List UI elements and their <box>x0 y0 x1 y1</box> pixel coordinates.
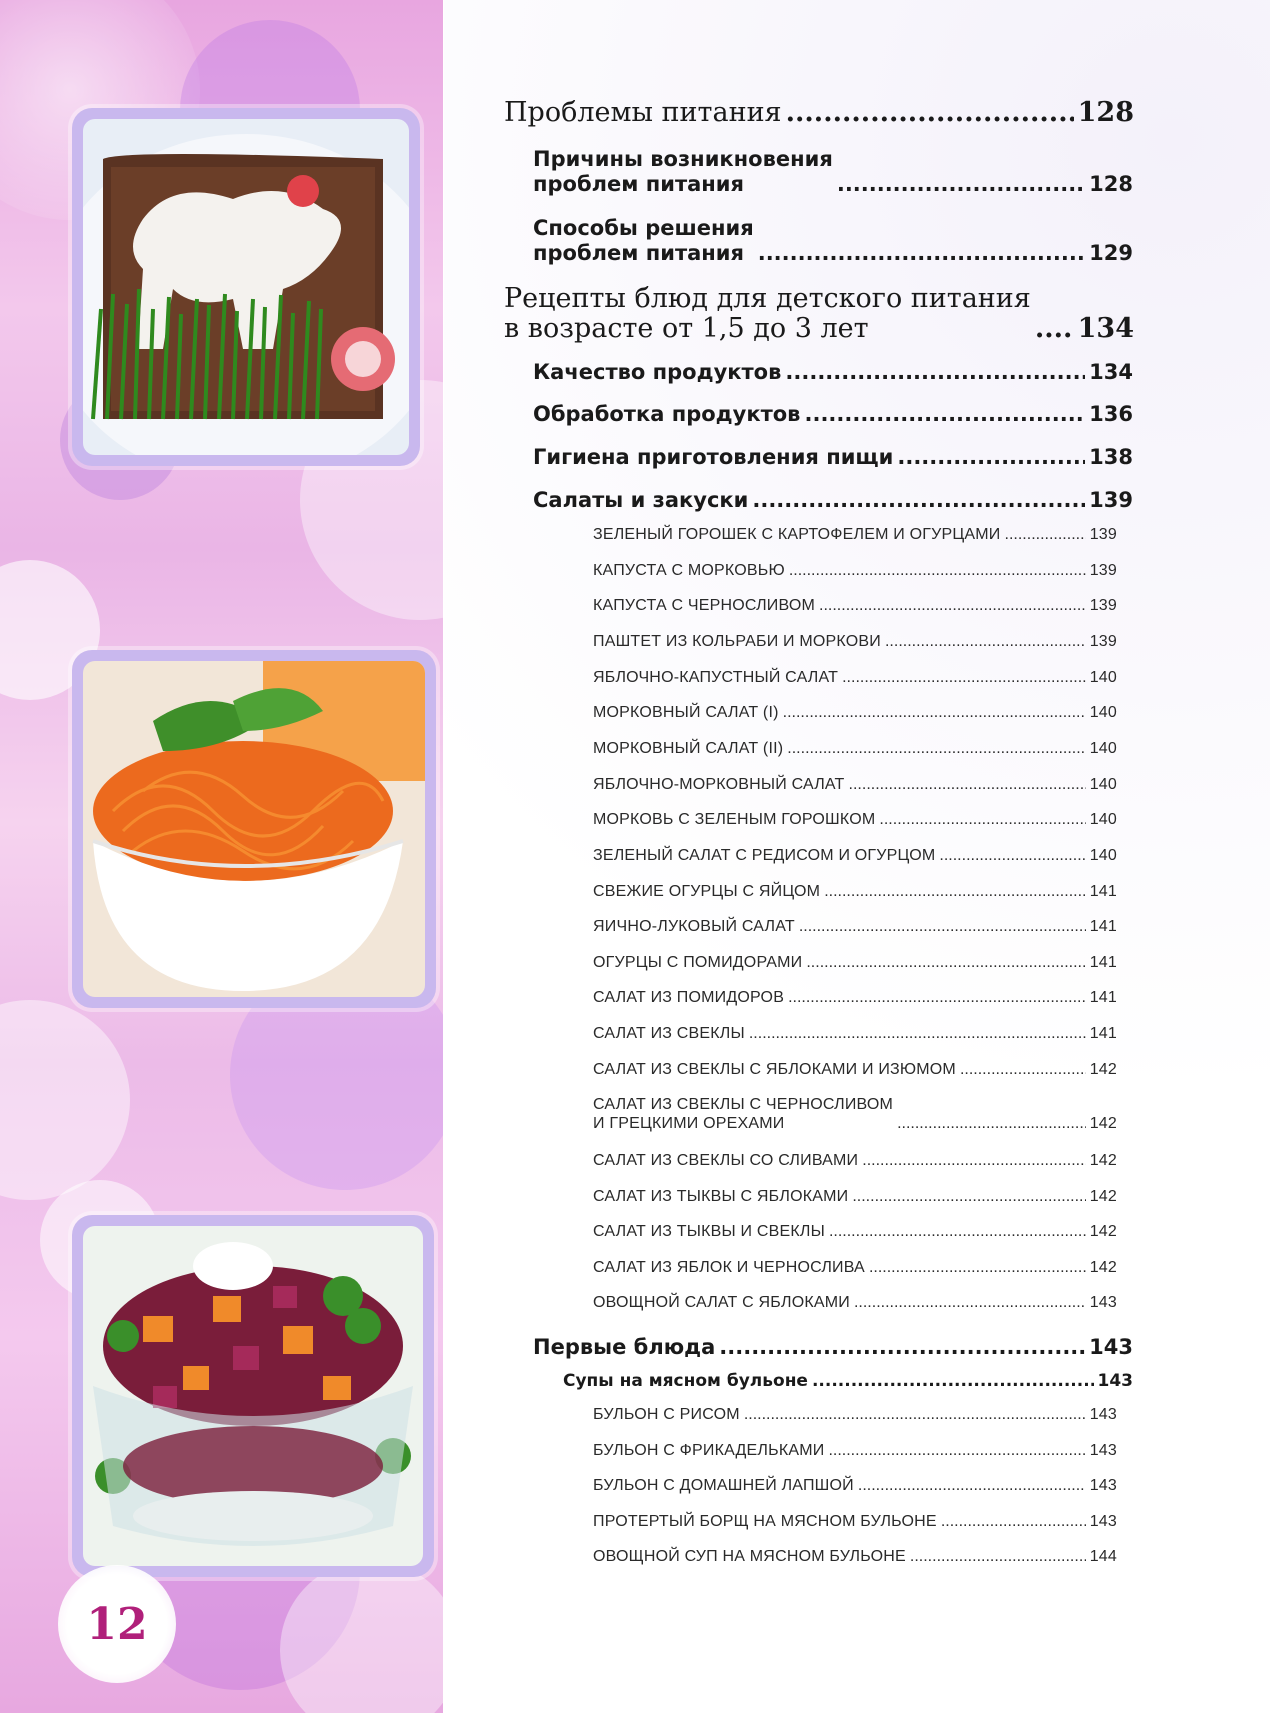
toc-entry-title <box>504 98 782 128</box>
toc-entry-title <box>593 1187 848 1206</box>
toc-entry-title-line: Первые блюда <box>533 1335 716 1359</box>
toc-entry-title <box>593 775 845 794</box>
toc-entry-recipe[interactable] <box>593 1547 1117 1566</box>
toc-entry-recipe[interactable] <box>593 596 1117 615</box>
toc-dot-leader <box>869 1258 1086 1277</box>
toc-entry-page-number: 143 <box>1089 1294 1117 1311</box>
toc-entry-page-number: 141 <box>1089 989 1117 1006</box>
table-of-contents <box>444 0 1270 1713</box>
toc-entry-recipe[interactable] <box>593 632 1117 651</box>
toc-entry-title <box>593 953 802 972</box>
toc-entry-title <box>593 561 785 580</box>
toc-entry-title-line: Проблемы питания <box>504 97 782 128</box>
photo-bread-sandwich-image <box>83 119 409 455</box>
toc-entry-title-line: САЛАТ ИЗ ЯБЛОК И ЧЕРНОСЛИВА <box>593 1259 865 1276</box>
toc-dot-leader <box>862 1151 1085 1170</box>
toc-entry-title-line: САЛАТ ИЗ СВЕКЛЫ <box>593 1025 745 1042</box>
toc-dot-leader <box>879 810 1085 829</box>
toc-entry-page-number: 140 <box>1089 669 1117 686</box>
toc-entry-title-line: МОРКОВЬ С ЗЕЛЕНЫМ ГОРОШКОМ <box>593 811 876 828</box>
toc-dot-leader <box>837 172 1085 197</box>
toc-dot-leader <box>812 1370 1094 1392</box>
toc-entry-title-line: в возрасте от 1,5 до 3 лет <box>504 313 869 344</box>
toc-dot-leader <box>897 445 1085 470</box>
toc-entry-title-line: Причины возникновения <box>533 147 833 171</box>
toc-dot-leader <box>885 632 1086 651</box>
decor-bubble <box>0 1000 130 1200</box>
toc-entry-sub[interactable] <box>563 1370 1133 1392</box>
toc-entry-title <box>593 1095 893 1133</box>
toc-entry-page-number: 140 <box>1089 776 1117 793</box>
toc-entry-page-number: 141 <box>1089 1025 1117 1042</box>
toc-entry-title-line: САЛАТ ИЗ СВЕКЛЫ СО СЛИВАМИ <box>593 1152 859 1169</box>
toc-entry-chapter[interactable] <box>504 284 1134 344</box>
toc-entry-page-number: 143 <box>1089 1406 1117 1423</box>
toc-entry-page-number: 140 <box>1089 704 1117 721</box>
toc-entry-title-line: САЛАТ ИЗ ПОМИДОРОВ <box>593 989 785 1006</box>
toc-entry-recipe[interactable] <box>593 668 1117 687</box>
toc-entry-title-line: Гигиена приготовления пищи <box>533 445 894 469</box>
toc-entry-recipe[interactable] <box>593 846 1117 865</box>
toc-entry-page-number: 139 <box>1089 562 1117 579</box>
toc-dot-leader <box>785 360 1085 385</box>
toc-entry-title <box>533 402 800 427</box>
toc-dot-leader <box>854 1293 1086 1312</box>
toc-entry-title <box>504 284 1031 344</box>
toc-entry-title-line: ЗЕЛЕНЫЙ САЛАТ С РЕДИСОМ И ОГУРЦОМ <box>593 847 936 864</box>
toc-entry-title <box>593 1512 937 1531</box>
toc-entry-recipe[interactable] <box>593 882 1117 901</box>
toc-dot-leader <box>849 775 1086 794</box>
toc-entry-title <box>593 1258 865 1277</box>
toc-entry-title <box>593 1293 850 1312</box>
toc-entry-title-line: Супы на мясном бульоне <box>563 1371 808 1391</box>
toc-entry-page-number: 134 <box>1089 360 1133 384</box>
toc-entry-page-number: 140 <box>1089 740 1117 757</box>
toc-dot-leader <box>758 241 1085 266</box>
toc-entry-title-line: ОГУРЦЫ С ПОМИДОРАМИ <box>593 954 803 971</box>
toc-entry-title-line: КАПУСТА С ЧЕРНОСЛИВОМ <box>593 597 816 614</box>
toc-entry-recipe[interactable] <box>593 1060 1117 1079</box>
decorative-sidebar <box>0 0 443 1713</box>
toc-entry-title-line: СВЕЖИЕ ОГУРЦЫ С ЯЙЦОМ <box>593 883 821 900</box>
toc-dot-leader <box>744 1405 1086 1424</box>
toc-dot-leader <box>842 668 1086 687</box>
toc-dot-leader <box>1035 314 1074 344</box>
toc-dot-leader <box>858 1476 1086 1495</box>
toc-entry-title <box>593 1060 956 1079</box>
toc-entry-title-line: Рецепты блюд для детского питания <box>504 283 1031 314</box>
toc-entry-title <box>593 739 783 758</box>
toc-entry-section[interactable] <box>533 488 1133 513</box>
toc-dot-leader <box>749 1024 1086 1043</box>
toc-dot-leader <box>960 1060 1086 1079</box>
photo-carrot-salad <box>72 650 436 1008</box>
toc-entry-title <box>593 703 779 722</box>
toc-entry-section[interactable] <box>533 1335 1133 1360</box>
toc-entry-title <box>593 1547 906 1566</box>
photo-bread-sandwich <box>72 108 420 466</box>
toc-entry-recipe[interactable] <box>593 739 1117 758</box>
toc-dot-leader <box>789 561 1086 580</box>
toc-dot-leader <box>804 402 1085 427</box>
toc-dot-leader <box>806 953 1085 972</box>
toc-entry-title <box>533 488 748 513</box>
toc-dot-leader <box>786 98 1074 128</box>
toc-entry-page-number: 136 <box>1089 402 1133 426</box>
toc-dot-leader <box>788 988 1086 1007</box>
toc-entry-page-number: 139 <box>1089 597 1117 614</box>
toc-entry-recipe[interactable] <box>593 1095 1117 1133</box>
toc-dot-leader <box>783 703 1086 722</box>
toc-entry-page-number: 142 <box>1089 1115 1117 1132</box>
toc-entry-page-number: 128 <box>1089 172 1133 196</box>
toc-entry-chapter[interactable] <box>504 98 1134 128</box>
toc-dot-leader <box>719 1335 1085 1360</box>
toc-entry-recipe[interactable] <box>593 953 1117 972</box>
toc-entry-section[interactable] <box>533 216 1133 266</box>
toc-entry-title-line: Способы решения <box>533 216 754 240</box>
toc-entry-page-number: 141 <box>1089 918 1117 935</box>
toc-entry-title-line: ЯИЧНО-ЛУКОВЫЙ САЛАТ <box>593 918 795 935</box>
toc-dot-leader <box>799 917 1086 936</box>
toc-entry-page-number: 141 <box>1089 883 1117 900</box>
toc-entry-title-line: ЯБЛОЧНО-МОРКОВНЫЙ САЛАТ <box>593 776 845 793</box>
toc-entry-title <box>533 360 781 385</box>
toc-entry-title <box>593 1441 824 1460</box>
toc-entry-title <box>593 596 815 615</box>
toc-entry-title-line: ПАШТЕТ ИЗ КОЛЬРАБИ И МОРКОВИ <box>593 633 881 650</box>
toc-entry-page-number: 139 <box>1089 633 1117 650</box>
toc-entry-title-line: САЛАТ ИЗ СВЕКЛЫ С ЯБЛОКАМИ И ИЗЮМОМ <box>593 1061 956 1078</box>
toc-dot-leader <box>910 1547 1086 1566</box>
toc-entry-title-line: ОВОЩНОЙ САЛАТ С ЯБЛОКАМИ <box>593 1294 850 1311</box>
toc-entry-title-line: САЛАТ ИЗ СВЕКЛЫ С ЧЕРНОСЛИВОМ <box>593 1096 894 1113</box>
toc-entry-title-line: проблем питания <box>533 172 745 196</box>
toc-entry-title <box>593 1222 825 1241</box>
toc-entry-page-number: 139 <box>1089 488 1133 512</box>
toc-entry-title <box>533 216 754 266</box>
toc-entry-page-number: 140 <box>1089 811 1117 828</box>
toc-entry-title <box>533 1335 715 1360</box>
toc-dot-leader <box>897 1114 1086 1133</box>
toc-entry-section[interactable] <box>533 147 1133 197</box>
toc-entry-page-number: 143 <box>1089 1335 1133 1359</box>
toc-entry-title <box>533 147 833 197</box>
photo-beet-salad <box>72 1215 434 1577</box>
toc-entry-title <box>593 525 1001 544</box>
toc-entry-page-number: 128 <box>1077 97 1134 128</box>
toc-entry-page-number: 142 <box>1089 1259 1117 1276</box>
toc-entry-title-line: И ГРЕЦКИМИ ОРЕХАМИ <box>593 1115 785 1132</box>
toc-entry-title-line: ЯБЛОЧНО-КАПУСТНЫЙ САЛАТ <box>593 669 839 686</box>
photo-carrot-salad-image <box>83 661 425 997</box>
toc-dot-leader <box>852 1187 1085 1206</box>
toc-entry-title <box>593 1151 858 1170</box>
toc-entry-section[interactable] <box>533 360 1133 385</box>
toc-entry-recipe[interactable] <box>593 1024 1117 1043</box>
toc-entry-title-line: БУЛЬОН С ФРИКАДЕЛЬКАМИ <box>593 1442 825 1459</box>
toc-entry-recipe[interactable] <box>593 775 1117 794</box>
page-number: 12 <box>86 1598 148 1650</box>
toc-entry-title <box>593 988 784 1007</box>
toc-entry-page-number: 129 <box>1089 241 1133 265</box>
toc-entry-title <box>593 1476 854 1495</box>
toc-entry-page-number: 144 <box>1089 1548 1117 1565</box>
toc-entry-title <box>593 1024 745 1043</box>
toc-entry-page-number: 140 <box>1089 847 1117 864</box>
toc-entry-title-line: ЗЕЛЕНЫЙ ГОРОШЕК С КАРТОФЕЛЕМ И ОГУРЦАМИ <box>593 526 1001 543</box>
toc-entry-title-line: ОВОЩНОЙ СУП НА МЯСНОМ БУЛЬОНЕ <box>593 1548 906 1565</box>
toc-entry-recipe[interactable] <box>593 1512 1117 1531</box>
toc-entry-title-line: Салаты и закуски <box>533 488 749 512</box>
toc-dot-leader <box>819 596 1086 615</box>
toc-entry-page-number: 143 <box>1097 1371 1133 1391</box>
toc-dot-leader <box>824 882 1086 901</box>
toc-entry-recipe[interactable] <box>593 525 1117 544</box>
toc-entry-title-line: проблем питания <box>533 241 745 265</box>
toc-entry-title <box>593 632 881 651</box>
toc-entry-page-number: 142 <box>1089 1152 1117 1169</box>
toc-entry-section[interactable] <box>533 402 1133 427</box>
toc-entry-recipe[interactable] <box>593 1476 1117 1495</box>
page-number-badge <box>58 1565 176 1683</box>
toc-entry-recipe[interactable] <box>593 810 1117 829</box>
toc-entry-title-line: Обработка продуктов <box>533 402 801 426</box>
toc-entry-title <box>593 1405 740 1424</box>
toc-entry-recipe[interactable] <box>593 1441 1117 1460</box>
toc-entry-title-line: МОРКОВНЫЙ САЛАТ (I) <box>593 704 779 721</box>
toc-entry-recipe[interactable] <box>593 561 1117 580</box>
toc-dot-leader <box>787 739 1085 758</box>
toc-entry-page-number: 142 <box>1089 1223 1117 1240</box>
toc-entry-page-number: 143 <box>1089 1513 1117 1530</box>
toc-entry-recipe[interactable] <box>593 1405 1117 1424</box>
toc-entry-recipe[interactable] <box>593 1293 1117 1312</box>
toc-entry-title <box>593 668 838 687</box>
toc-entry-title <box>593 917 795 936</box>
toc-dot-leader <box>939 846 1085 865</box>
toc-entry-title-line: САЛАТ ИЗ ТЫКВЫ И СВЕКЛЫ <box>593 1223 825 1240</box>
toc-entry-recipe[interactable] <box>593 1187 1117 1206</box>
toc-entry-page-number: 142 <box>1089 1188 1117 1205</box>
toc-entry-recipe[interactable] <box>593 1151 1117 1170</box>
toc-entry-page-number: 142 <box>1089 1061 1117 1078</box>
toc-dot-leader <box>752 488 1085 513</box>
toc-entry-title-line: БУЛЬОН С РИСОМ <box>593 1406 740 1423</box>
toc-entry-title-line: Качество продуктов <box>533 360 782 384</box>
toc-entry-page-number: 138 <box>1089 445 1133 469</box>
toc-entry-title-line: БУЛЬОН С ДОМАШНЕЙ ЛАПШОЙ <box>593 1477 854 1494</box>
toc-entry-section[interactable] <box>533 445 1133 470</box>
toc-entry-page-number: 143 <box>1089 1442 1117 1459</box>
toc-dot-leader <box>941 1512 1086 1531</box>
toc-entry-recipe[interactable] <box>593 917 1117 936</box>
toc-entry-title <box>593 810 875 829</box>
toc-entry-recipe[interactable] <box>593 703 1117 722</box>
toc-entry-recipe[interactable] <box>593 1222 1117 1241</box>
photo-beet-salad-image <box>83 1226 423 1566</box>
toc-entry-page-number: 143 <box>1089 1477 1117 1494</box>
toc-entry-title <box>533 445 893 470</box>
toc-entry-title <box>593 882 820 901</box>
toc-entry-title-line: КАПУСТА С МОРКОВЬЮ <box>593 562 785 579</box>
toc-entry-title <box>563 1370 808 1392</box>
toc-dot-leader <box>1005 525 1086 544</box>
toc-dot-leader <box>829 1222 1086 1241</box>
toc-dot-leader <box>828 1441 1085 1460</box>
toc-entry-page-number: 134 <box>1077 313 1134 344</box>
toc-entry-title-line: ПРОТЕРТЫЙ БОРЩ НА МЯСНОМ БУЛЬОНЕ <box>593 1513 937 1530</box>
toc-entry-page-number: 139 <box>1089 526 1117 543</box>
toc-entry-recipe[interactable] <box>593 1258 1117 1277</box>
toc-entry-page-number: 141 <box>1089 954 1117 971</box>
toc-entry-recipe[interactable] <box>593 988 1117 1007</box>
toc-entry-title-line: САЛАТ ИЗ ТЫКВЫ С ЯБЛОКАМИ <box>593 1188 849 1205</box>
toc-entry-title-line: МОРКОВНЫЙ САЛАТ (II) <box>593 740 784 757</box>
toc-entry-title <box>593 846 935 865</box>
